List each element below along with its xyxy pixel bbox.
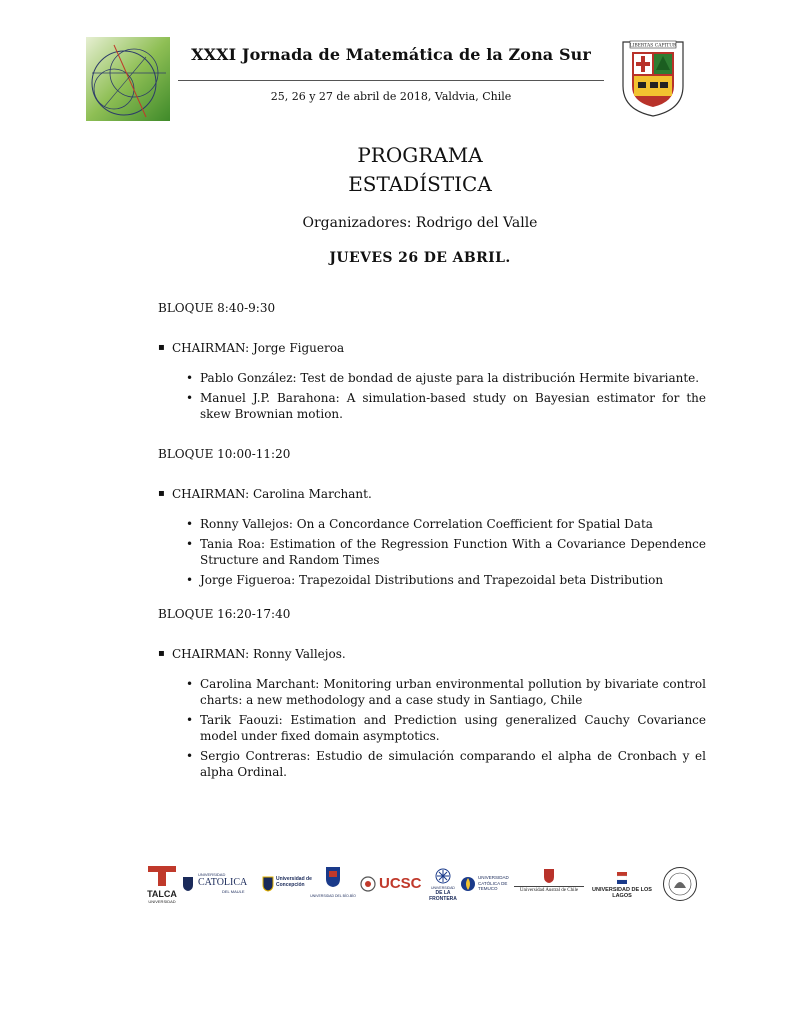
header-title: XXXI Jornada de Matemática de la Zona Sur — [191, 45, 591, 64]
emblem-icon — [360, 876, 376, 892]
program-subtitle: ESTADÍSTICA — [348, 172, 492, 196]
shield-icon — [262, 876, 274, 892]
talca-icon — [144, 864, 180, 886]
organizers: Organizadores: Rodrigo del Valle — [302, 215, 538, 231]
talca-logo: TALCA UNIVERSIDAD — [144, 864, 180, 908]
catolica-maule-logo: UNIVERSIDAD CATOLICA DEL MAULE — [182, 864, 258, 908]
talk-item: • Sergio Contreras: Estudio de simulación comparando el alpha de Cronbach y el alpha Ordinal. — [186, 748, 706, 780]
talk-item: • Tania Roa: Estimation of the Regression Function With a Covariance Dependence Structure and Random Times — [186, 536, 706, 568]
shield-icon — [543, 868, 555, 884]
talk-list — [158, 516, 706, 588]
header-rule — [178, 80, 604, 81]
block-label: BLOQUE 16:20-17:40 — [158, 607, 291, 621]
talk-list — [158, 370, 706, 422]
sponsor-logos — [140, 864, 700, 908]
day-heading: JUEVES 26 DE ABRIL. — [329, 250, 511, 266]
talk-item: • Carolina Marchant: Monitoring urban environmental pollution by bivariate control charts: a new methodology and a case study in Santiago, Chile — [186, 676, 706, 708]
snowflake-icon — [435, 868, 451, 884]
chairman: ▪ CHAIRMAN: Carolina Marchant. — [158, 486, 706, 502]
header-subtitle: 25, 26 y 27 de abril de 2018, Valdvia, Chile — [270, 90, 512, 103]
seal-logo — [660, 864, 700, 908]
block-label: BLOQUE 8:40-9:30 — [158, 301, 276, 315]
talk-list — [158, 676, 706, 780]
university-shield-icon — [620, 38, 686, 118]
talk-item: • Manuel J.P. Barahona: A simulation-based study on Bayesian estimator for the skew Brownian motion. — [186, 390, 706, 422]
flag-icon — [617, 872, 627, 884]
catolica-temuco-logo: UNIVERSIDAD CATÓLICA DE TEMUCO — [460, 864, 520, 908]
los-lagos-logo: UNIVERSIDAD DE LOS LAGOS — [590, 864, 654, 908]
la-frontera-logo: UNIVERSIDAD DE LA FRONTERA — [422, 864, 464, 908]
austral-logo: Universidad Austral de Chile — [514, 864, 584, 908]
block-label: BLOQUE 10:00-11:20 — [158, 447, 291, 461]
talk-item: • Tarik Faouzi: Estimation and Prediction using generalized Cauchy Covariance model under fixed domain asymptotics. — [186, 712, 706, 744]
program-title: PROGRAMA — [357, 143, 483, 167]
bio-bio-logo: UNIVERSIDAD DEL BÍO-BÍO — [310, 864, 356, 908]
concepcion-logo: Universidad de Concepción — [262, 864, 312, 908]
talk-item: • Pablo González: Test de bondad de ajuste para la distribución Hermite bivariante. — [186, 370, 706, 386]
conference-logo-icon — [86, 37, 170, 121]
seal-icon — [662, 866, 698, 902]
program-content — [158, 300, 706, 804]
crest-icon — [325, 866, 341, 888]
chairman: ▪ CHAIRMAN: Ronny Vallejos. — [158, 646, 706, 662]
chairman: ▪ CHAIRMAN: Jorge Figueroa — [158, 340, 706, 356]
ucsc-logo: UCSC — [360, 864, 420, 908]
flame-icon — [460, 875, 476, 893]
talk-item: • Ronny Vallejos: On a Concordance Correlation Coefficient for Spatial Data — [186, 516, 706, 532]
shield-icon — [182, 876, 194, 892]
svg-text:LIBERTAS CAPITUR: LIBERTAS CAPITUR — [629, 43, 677, 49]
talk-item: • Jorge Figueroa: Trapezoidal Distributions and Trapezoidal beta Distribution — [186, 572, 706, 588]
